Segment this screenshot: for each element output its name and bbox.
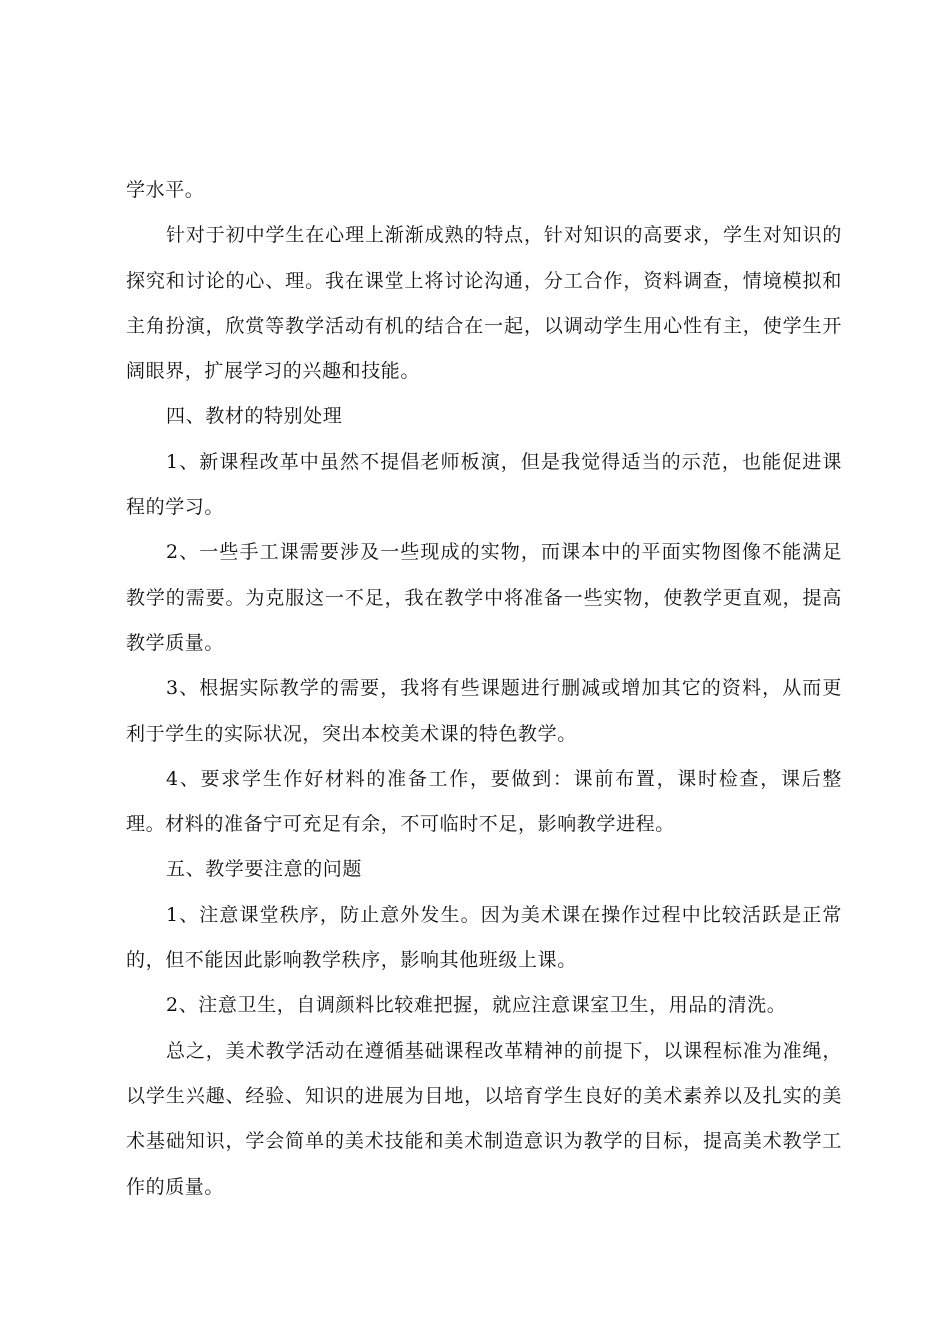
list-item-classroom-order: 1、注意课堂秩序，防止意外发生。因为美术课在操作过程中比较活跃是正常的，但不能因此影响教学秩序，影响其他班级上课。 bbox=[126, 903, 842, 972]
list-item-demonstration: 1、新课程改革中虽然不提倡老师板演，但是我觉得适当的示范，也能促进课程的学习。 bbox=[126, 450, 842, 519]
paragraph-continuation: 学水平。 bbox=[126, 179, 205, 201]
section-heading-textbook-handling: 四、教材的特别处理 bbox=[166, 405, 343, 428]
section-heading-teaching-notes: 五、教学要注意的问题 bbox=[166, 858, 363, 881]
paragraph-student-psychology: 针对于初中学生在心理上渐渐成熟的特点，针对知识的高要求，学生对知识的探究和讨论的心、理。我在课堂上将讨论沟通，分工合作，资料调查，情境模拟和主角扮演，欣赏等教学活动有机的结合在一起，以调动学生用心性有主，使学生开阔眼界，扩展学习的兴趣和技能。 bbox=[126, 224, 842, 383]
list-item-topic-adjustment: 3、根据实际教学的需要，我将有些课题进行删减或增加其它的资料，从而更利于学生的实际状况，突出本校美术课的特色教学。 bbox=[126, 677, 842, 745]
list-item-hygiene: 2、注意卫生，自调颜料比较难把握，就应注意课室卫生，用品的清洗。 bbox=[166, 994, 787, 1017]
list-item-physical-objects: 2、一些手工课需要涉及一些现成的实物，而课本中的平面实物图像不能满足教学的需要。为克服这一不足，我在教学中将准备一些实物，使教学更直观，提高教学质量。 bbox=[126, 541, 842, 654]
document-body bbox=[126, 168, 842, 1210]
paragraph-conclusion: 总之，美术教学活动在遵循基础课程改革精神的前提下，以课程标准为准绳，以学生兴趣、经验、知识的进展为目地，以培育学生良好的美术素养以及扎实的美术基础知识，学会简单的美术技能和美术制造意识为教学的目标，提高美术教学工作的质量。 bbox=[126, 1039, 842, 1198]
list-item-material-preparation: 4、要求学生作好材料的准备工作，要做到：课前布置，课时检查，课后整理。材料的准备宁可充足有余，不可临时不足，影响教学进程。 bbox=[126, 767, 842, 836]
